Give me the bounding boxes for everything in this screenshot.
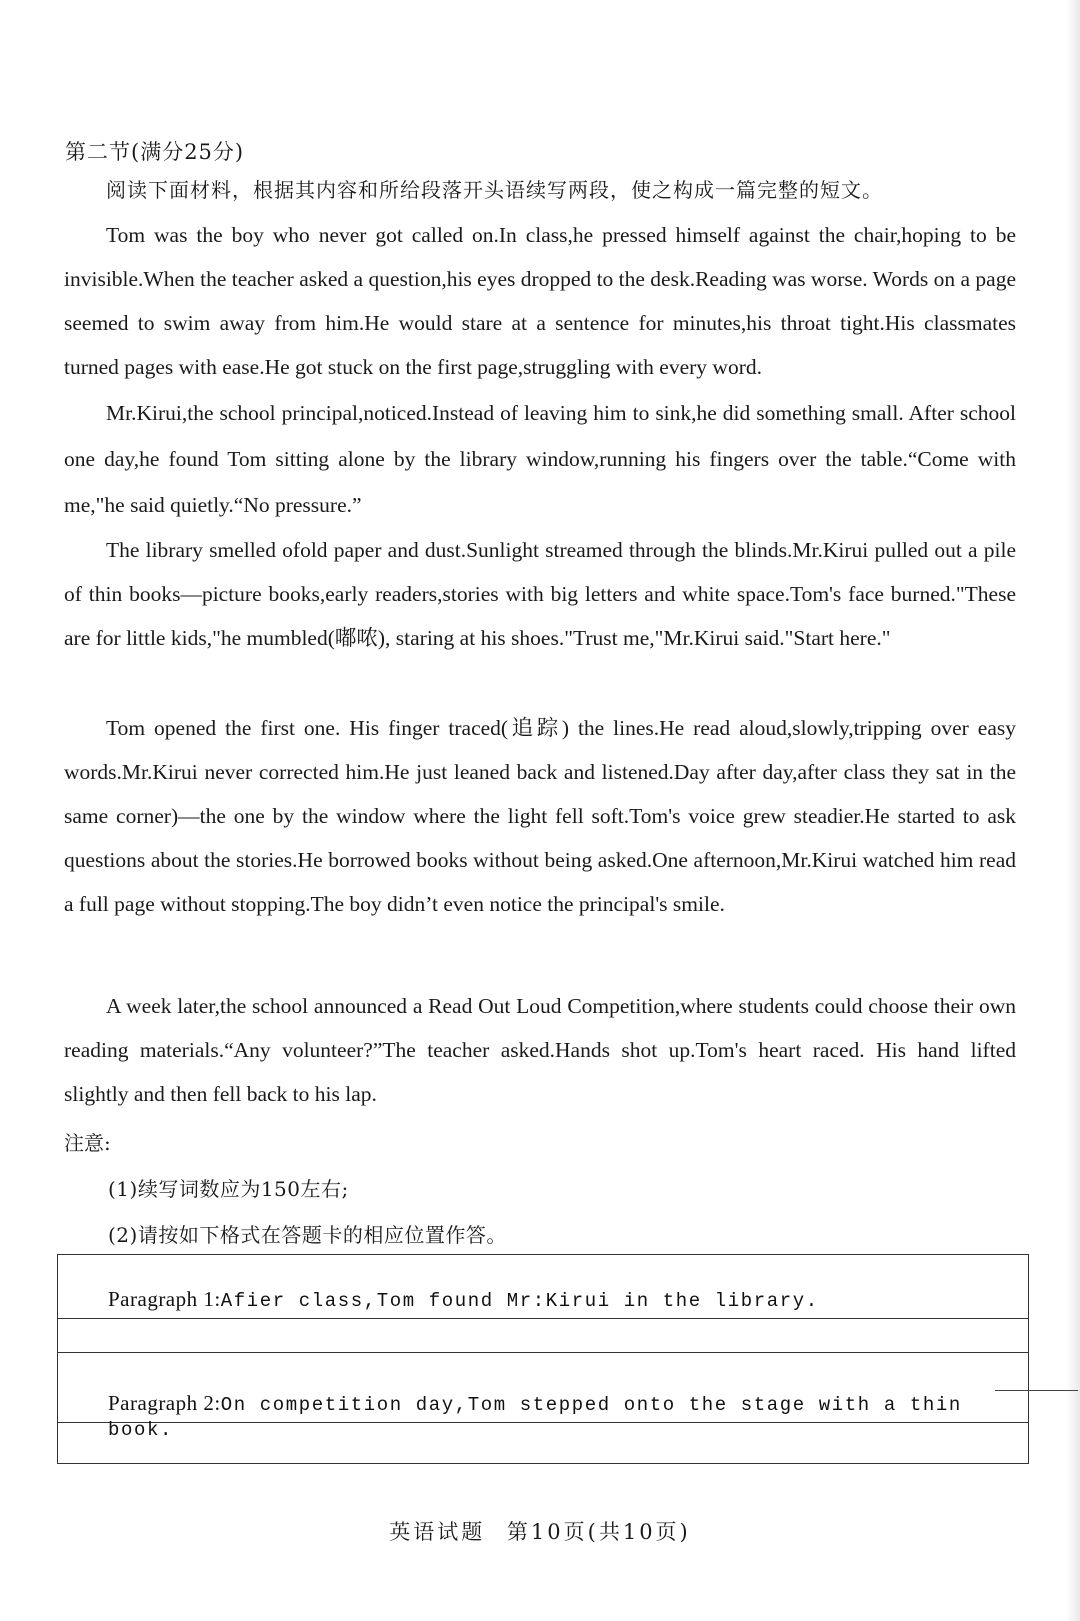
passage-paragraph-5: A week later,the school announced a Read Out Loud Competition,where students could choose their own reading materials.“Any volunteer?”The teacher asked.Hands shot up.Tom's heart raced. His hand lifted slightly and then fell back to his lap. bbox=[64, 994, 1016, 1106]
paragraph-2-opener: On competition day,Tom stepped onto the stage with a thin book. bbox=[108, 1394, 962, 1441]
passage-paragraph-2: Mr.Kirui,the school principal,noticed.Instead of leaving him to sink,he did something small. After school one day,he found Tom sitting alone by the library window,running his fingers over the table.“Come with me,"he said quietly.“No pressure.” bbox=[64, 401, 1016, 517]
page-footer bbox=[0, 1516, 1080, 1546]
passage-paragraph-1: Tom was the boy who never got called on.In class,he pressed himself against the chair,hoping to be invisible.When the teacher asked a question,his eyes dropped to the desk.Reading was worse. Words on a page seemed to swim away from him.He would stare at a sentence for minutes,his throat tight.His classmates turned pages with ease.He got stuck on the first page,struggling with every word. bbox=[64, 223, 1016, 379]
notes-title: 注意: bbox=[64, 1131, 111, 1155]
passage-paragraph-3: The library smelled ofold paper and dust.Sunlight streamed through the blinds.Mr.Kirui pulled out a pile of thin books—picture books,early readers,stories with big letters and white space.Tom's face burned."These are for little kids,"he mumbled(嘟哝), staring at his shoes."Trust me,"Mr.Kirui said."Start here." bbox=[64, 538, 1016, 650]
task-instruction: 阅读下面材料，根据其内容和所给段落开头语续写两段，使之构成一篇完整的短文。 bbox=[106, 178, 883, 202]
footer-subject: 英语试题 bbox=[389, 1520, 486, 1544]
paragraph-1-opener: Afier class,Tom found Mr:Kirui in the library. bbox=[220, 1290, 819, 1312]
footer-page-number: 第10页(共10页) bbox=[506, 1520, 691, 1544]
page-edge-shadow bbox=[1066, 0, 1080, 1621]
answer-continuation-line bbox=[995, 1390, 1078, 1391]
section-heading: 第二节(满分25分) bbox=[65, 140, 245, 164]
note-item-2: (2)请按如下格式在答题卡的相应位置作答。 bbox=[108, 1223, 507, 1247]
note-item-1: (1)续写词数应为150左右; bbox=[108, 1177, 349, 1201]
answer-format-box bbox=[57, 1254, 1029, 1464]
answer-row-paragraph-1 bbox=[58, 1255, 1028, 1319]
answer-row-paragraph-2 bbox=[58, 1353, 1028, 1441]
paragraph-1-line bbox=[108, 1287, 819, 1312]
paragraph-1-label: Paragraph 1: bbox=[108, 1287, 221, 1311]
answer-row-blank-1 bbox=[58, 1319, 1028, 1353]
paragraph-2-label: Paragraph 2: bbox=[108, 1391, 221, 1415]
passage-paragraph-4: Tom opened the first one. His finger traced(追踪) the lines.He read aloud,slowly,tripping over easy words.Mr.Kirui never corrected him.He just leaned back and listened.Day after day,after class they sat in the same corner)—the one by the window where the light fell soft.Tom's voice grew steadier.He started to ask questions about the stories.He borrowed books without being asked.One afternoon,Mr.Kirui watched him read a full page without stopping.The boy didn’t even notice the principal's smile. bbox=[64, 716, 1016, 916]
paragraph-2-line bbox=[108, 1391, 1028, 1441]
